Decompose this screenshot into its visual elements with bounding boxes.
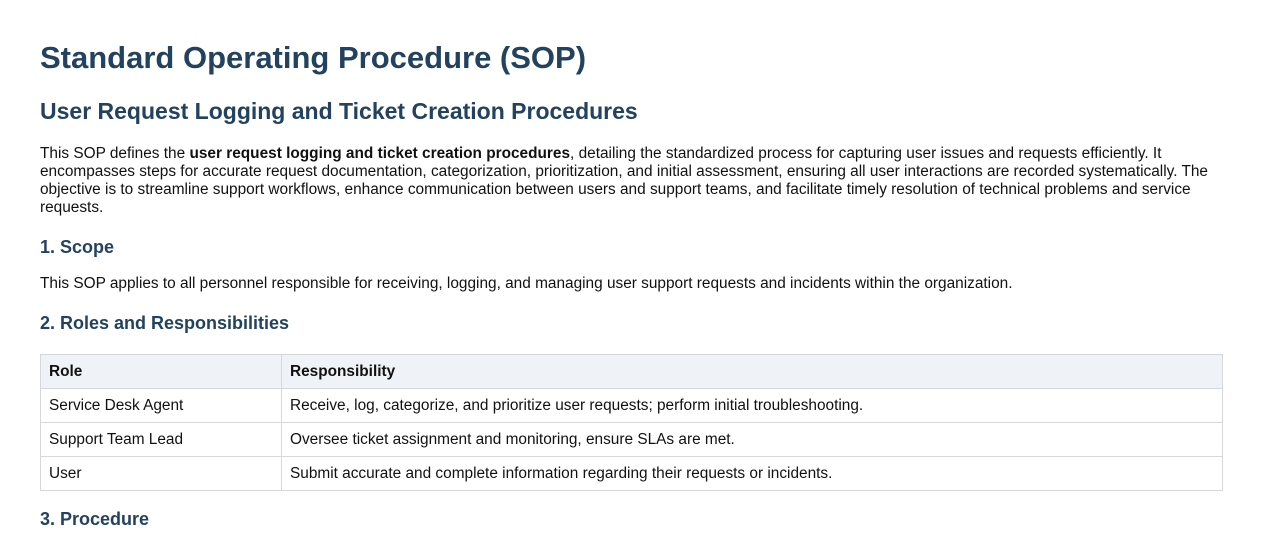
column-header-responsibility: Responsibility	[282, 355, 1223, 389]
table-row	[41, 389, 1223, 423]
scope-text: This SOP applies to all personnel responsible for receiving, logging, and managing user support requests and incidents within the organization.	[40, 275, 1013, 292]
page-title: Standard Operating Procedure (SOP)	[40, 40, 587, 75]
roles-table	[40, 354, 1223, 491]
responsibility-cell: Oversee ticket assignment and monitoring, ensure SLAs are met.	[282, 423, 1223, 457]
intro-text-bold: user request logging and ticket creation procedures	[189, 145, 571, 162]
table-row	[41, 457, 1223, 491]
role-cell: User	[41, 457, 282, 491]
roles-heading: 2. Roles and Responsibilities	[40, 313, 290, 333]
responsibility-cell: Submit accurate and complete information regarding their requests or incidents.	[282, 457, 1223, 491]
intro-text-before: This SOP defines the	[40, 145, 190, 162]
intro-text-after: , detailing the standardized process for capturing user issues and requests efficiently. It encompasses steps for accurate request documentation, categorization, prioritization, and initial assessment, ensuring all user interactions are recorded systematically. The objective is to streamline support workflows, enhance communication between users and support teams, and facilitate timely resolution of technical problems and service requests.	[40, 145, 1208, 216]
scope-heading: 1. Scope	[40, 237, 115, 257]
intro-paragraph	[40, 145, 1224, 217]
responsibility-cell: Receive, log, categorize, and prioritize user requests; perform initial troubleshooting.	[282, 389, 1223, 423]
role-cell: Service Desk Agent	[41, 389, 282, 423]
table-header-row	[41, 355, 1223, 389]
table-row	[41, 423, 1223, 457]
column-header-role: Role	[41, 355, 282, 389]
role-cell: Support Team Lead	[41, 423, 282, 457]
document-subtitle: User Request Logging and Ticket Creation Procedures	[40, 98, 638, 124]
procedure-heading: 3. Procedure	[40, 509, 150, 529]
